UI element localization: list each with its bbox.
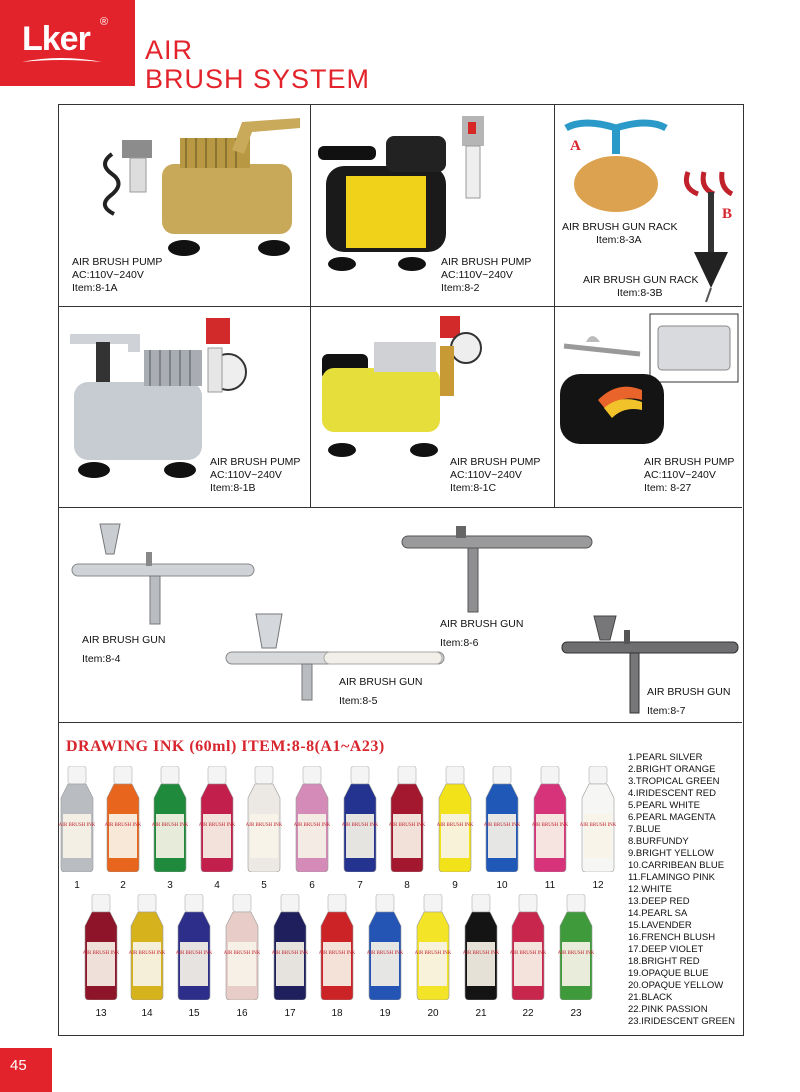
legend-item: 20.OPAQUE YELLOW	[628, 980, 724, 991]
pump-8-1a-caption	[72, 256, 162, 295]
bottle-label: AIR BRUSH INK	[367, 951, 403, 956]
product-spec: AC:110V~240V	[210, 469, 282, 481]
bottle-label: AIR BRUSH INK	[199, 823, 235, 828]
bottle-label: AIR BRUSH INK	[389, 823, 425, 828]
bottle-label: AIR BRUSH INK	[294, 823, 330, 828]
bottle-number: 8	[404, 880, 410, 891]
bottle-number: 11	[544, 880, 556, 891]
legend-item: 23.IRIDESCENT GREEN	[628, 1016, 735, 1027]
bottle-number: 23	[570, 1008, 582, 1019]
bottle-label: AIR BRUSH INK	[176, 951, 212, 956]
bottle-number: 22	[522, 1008, 534, 1019]
bottle-label: AIR BRUSH INK	[580, 823, 616, 828]
product-name: AIR BRUSH PUMP	[644, 456, 735, 468]
page-title	[145, 36, 370, 94]
product-item: Item:8-1C	[450, 482, 497, 494]
col-divider-1	[310, 104, 311, 507]
ink-bottle	[342, 766, 378, 872]
legend-item: 10.CARRIBEAN BLUE	[628, 860, 725, 871]
pump-8-1a-image	[92, 114, 302, 264]
bottle-label: AIR BRUSH INK	[463, 951, 499, 956]
bottle-number: 15	[188, 1008, 200, 1019]
pump-8-1b-caption	[210, 456, 300, 495]
product-name: AIR BRUSH GUN	[82, 634, 166, 646]
ink-bottle	[389, 766, 425, 872]
legend-item: 22.PINK PASSION	[628, 1004, 708, 1015]
legend-item: 3.TROPICAL GREEN	[628, 776, 720, 787]
row-divider-1	[58, 306, 742, 307]
ink-bottle	[272, 894, 308, 1000]
bottle-number: 6	[309, 880, 315, 891]
pump-8-1c-image	[316, 312, 486, 464]
legend-item: 5.PEARL WHITE	[628, 800, 700, 811]
ink-bottle	[294, 766, 330, 872]
ink-bottle	[246, 766, 282, 872]
gun-8-7-caption	[647, 686, 730, 718]
bottle-label: AIR BRUSH INK	[510, 951, 546, 956]
bottle-label: AIR BRUSH INK	[272, 951, 308, 956]
product-item: Item: 8-27	[644, 482, 692, 494]
legend-item: 9.BRIGHT YELLOW	[628, 848, 714, 859]
product-name: AIR BRUSH PUMP	[72, 256, 163, 268]
legend-item: 2.BRIGHT ORANGE	[628, 764, 716, 775]
bottle-number: 3	[167, 880, 173, 891]
legend-item: 15.LAVENDER	[628, 920, 692, 931]
ink-color-legend	[628, 752, 735, 1028]
legend-item: 13.DEEP RED	[628, 896, 690, 907]
product-item: Item:8-1A	[72, 282, 118, 294]
bottle-number: 10	[496, 880, 508, 891]
legend-item: 19.OPAQUE BLUE	[628, 968, 709, 979]
product-item: Item:8-3B	[617, 287, 663, 299]
bottle-label: AIR BRUSH INK	[59, 823, 95, 828]
bottle-number: 5	[261, 880, 267, 891]
ink-bottle	[484, 766, 520, 872]
ink-bottle	[319, 894, 355, 1000]
ink-bottle	[105, 766, 141, 872]
ink-bottle	[83, 894, 119, 1000]
gun-8-6-caption	[440, 618, 523, 650]
product-item: Item:8-6	[440, 637, 479, 649]
gun-8-6-image	[398, 520, 596, 616]
product-spec: AC:110V~240V	[644, 469, 716, 481]
bottle-number: 2	[120, 880, 126, 891]
legend-item: 16.FRENCH BLUSH	[628, 932, 716, 943]
bottle-number: 4	[214, 880, 220, 891]
product-item: Item:8-5	[339, 695, 378, 707]
logo-text: Lker	[22, 20, 90, 58]
legend-item: 14.PEARL SA	[628, 908, 688, 919]
legend-item: 17.DEEP VIOLET	[628, 944, 704, 955]
rack-a-marker: A	[570, 138, 581, 154]
product-name: AIR BRUSH PUMP	[450, 456, 541, 468]
legend-item: 21.BLACK	[628, 992, 673, 1003]
legend-item: 8.BURFUNDY	[628, 836, 689, 847]
brand-logo	[0, 0, 135, 86]
row-divider-2	[58, 507, 742, 508]
bottle-number: 16	[236, 1008, 248, 1019]
rack-b-marker: B	[722, 206, 733, 222]
registered-mark: ®	[100, 16, 109, 28]
product-spec: AC:110V~240V	[441, 269, 513, 281]
bottle-number: 7	[357, 880, 363, 891]
ink-bottle	[224, 894, 260, 1000]
gun-8-4-caption	[82, 634, 165, 666]
bottle-label: AIR BRUSH INK	[484, 823, 520, 828]
bottle-number: 13	[95, 1008, 107, 1019]
bottle-label: AIR BRUSH INK	[319, 951, 355, 956]
ink-bottle	[129, 894, 165, 1000]
bottle-label: AIR BRUSH INK	[246, 823, 282, 828]
col-divider-2	[554, 104, 555, 507]
bottle-label: AIR BRUSH INK	[83, 951, 119, 956]
title-line-1: AIR	[145, 35, 194, 65]
product-name: AIR BRUSH GUN RACK	[562, 221, 678, 233]
gun-rack-8-3a-image	[560, 114, 680, 214]
bottle-label: AIR BRUSH INK	[437, 823, 473, 828]
ink-bottle	[199, 766, 235, 872]
product-item: Item:8-7	[647, 705, 686, 717]
product-name: AIR BRUSH PUMP	[210, 456, 301, 468]
bottle-label: AIR BRUSH INK	[532, 823, 568, 828]
pump-8-27-image	[558, 312, 742, 460]
ink-bottle	[367, 894, 403, 1000]
bottle-number: 21	[475, 1008, 487, 1019]
rack-8-3b-caption	[583, 274, 699, 300]
pump-8-2-caption	[441, 256, 531, 295]
bottle-label: AIR BRUSH INK	[152, 823, 188, 828]
product-name: AIR BRUSH GUN RACK	[583, 274, 699, 286]
ink-bottle	[580, 766, 616, 872]
pump-8-1c-caption	[450, 456, 540, 495]
legend-item: 1.PEARL SILVER	[628, 752, 703, 763]
rack-8-3a-caption	[562, 221, 678, 247]
product-item: Item:8-1B	[210, 482, 256, 494]
bottle-label: AIR BRUSH INK	[415, 951, 451, 956]
title-line-2: BRUSH SYSTEM	[145, 64, 371, 94]
ink-bottle	[558, 894, 594, 1000]
legend-item: 18.BRIGHT RED	[628, 956, 700, 967]
bottle-label: AIR BRUSH INK	[129, 951, 165, 956]
ink-bottle	[532, 766, 568, 872]
legend-item: 7.BLUE	[628, 824, 661, 835]
product-name: AIR BRUSH PUMP	[441, 256, 532, 268]
product-item: Item:8-3A	[596, 234, 642, 246]
ink-bottle	[437, 766, 473, 872]
ink-bottle	[59, 766, 95, 872]
legend-item: 4.IRIDESCENT RED	[628, 788, 716, 799]
product-name: AIR BRUSH GUN	[339, 676, 423, 688]
drawing-ink-title: DRAWING INK (60ml) ITEM:8-8(A1~A23)	[66, 738, 385, 755]
bottle-label: AIR BRUSH INK	[224, 951, 260, 956]
product-item: Item:8-2	[441, 282, 480, 294]
bottle-number: 18	[331, 1008, 343, 1019]
product-name: AIR BRUSH GUN	[647, 686, 731, 698]
bottle-number: 19	[379, 1008, 391, 1019]
product-name: AIR BRUSH GUN	[440, 618, 524, 630]
product-item: Item:8-4	[82, 653, 121, 665]
bottle-label: AIR BRUSH INK	[342, 823, 378, 828]
ink-bottle	[463, 894, 499, 1000]
legend-item: 6.PEARL MAGENTA	[628, 812, 716, 823]
pump-8-27-caption	[644, 456, 734, 495]
ink-bottle	[176, 894, 212, 1000]
gun-8-5-caption	[339, 676, 422, 708]
bottle-number: 17	[284, 1008, 296, 1019]
logo-swoosh-icon	[20, 56, 104, 66]
bottle-label: AIR BRUSH INK	[105, 823, 141, 828]
ink-bottle	[510, 894, 546, 1000]
bottle-number: 20	[427, 1008, 439, 1019]
legend-item: 11.FLAMINGO PINK	[628, 872, 715, 883]
bottle-number: 14	[141, 1008, 153, 1019]
ink-bottle	[415, 894, 451, 1000]
legend-item: 12.WHITE	[628, 884, 672, 895]
product-spec: AC:110V~240V	[450, 469, 522, 481]
pump-8-2-image	[316, 112, 496, 280]
ink-bottle	[152, 766, 188, 872]
bottle-label: AIR BRUSH INK	[558, 951, 594, 956]
row-divider-3	[58, 722, 742, 723]
bottle-number: 9	[452, 880, 458, 891]
page-number: 45	[10, 1057, 27, 1074]
bottle-number: 12	[592, 880, 604, 891]
bottle-number: 1	[74, 880, 80, 891]
product-spec: AC:110V~240V	[72, 269, 144, 281]
